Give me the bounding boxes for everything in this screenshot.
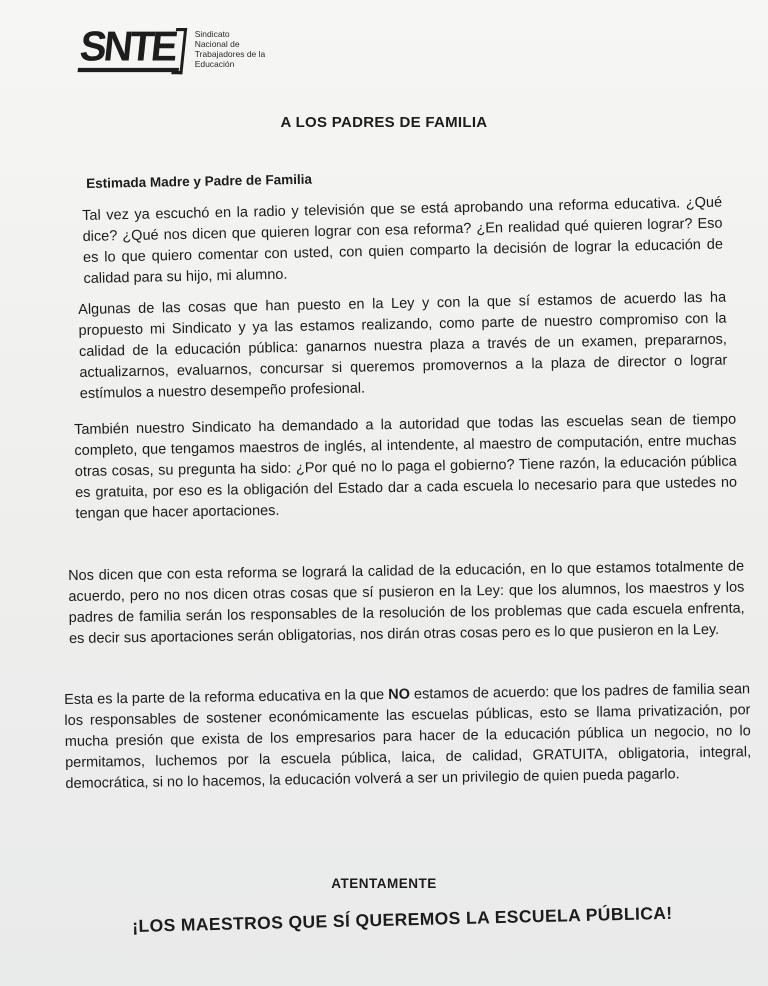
paragraph-1: Tal vez ya escuchó en la radio y televisión que se está aprobando una reforma educativa. ¿Qué dice? ¿Qué nos dicen que quieren lograr con esa reforma? ¿En realidad qué quieren lograr? Eso es lo que quiero comentar con usted, con quien comparto la decisión de lograr la educación de calidad para su hijo, mi alumno. <box>82 194 724 287</box>
logo-org-name: Sindicato Nacional de Trabajadores de la Educación <box>194 29 266 69</box>
paragraph-5 <box>64 679 752 795</box>
slogan: ¡LOS MAESTROS QUE SÍ QUEREMOS LA ESCUELA PÚBLICA! <box>132 902 673 936</box>
paragraph-5-emphasis: NO <box>388 686 411 703</box>
closing: ATENTAMENTE <box>331 876 437 891</box>
logo-mark: SNTE <box>78 26 184 72</box>
paragraph-2: Algunas de las cosas que han puesto en la Ley y con la que sí estamos de acuerdo las ha propuesto mi Sindicato y ya las estamos realizando, como parte de nuestro compromiso con la calidad de la educación pública: ganarnos nuestra plaza a través de un examen, prepararnos, actualizarnos, evaluarnos, concursar si queremos promovernos a la plaza de director o lograr estímulos a nuestro desempeño profesional. <box>78 289 728 402</box>
salutation: Estimada Madre y Padre de Familia <box>86 171 313 191</box>
snte-logo <box>77 23 305 74</box>
paragraph-3: También nuestro Sindicato ha demandado a la autoridad que todas las escuelas sean de tiempo completo, que tengamos maestros de inglés, al intendente, al maestro de computación, entre muchas otras cosas, su pregunta ha sido: ¿Por qué no lo paga el gobierno? Tiene razón, la educación pública es gratuita, por eso es la obligación del Estado dar a cada escuela lo necesario para que ustedes no tengan que hacer aportaciones. <box>74 411 738 522</box>
paragraph-4: Nos dicen que con esta reforma se logrará la calidad de la educación, en lo que estamos totalmente de acuerdo, pero no nos dicen otras cosas que sí pusieron en la Ley: que los alumnos, los maestros y los padres de familia serán los responsables de la resolución de los problemas que cada escuela enfrenta, es decir sus aportaciones serán obligatorias, nos dirán otras cosas pero es lo que pusieron en la Ley. <box>68 558 745 647</box>
letter-title: A LOS PADRES DE FAMILIA <box>280 114 488 131</box>
paragraph-5-start: Esta es la parte de la reforma educativa en la que <box>64 686 389 708</box>
paragraph-5-end: estamos de acuerdo: que los padres de familia sean los responsables de sostener económicamente las escuelas públicas, esto se llama privatización, por mucha presión que exista de los empresarios para hacer de la educación pública un negocio, no lo permitamos, luchemos por la escuela pública, laica, de calidad, GRATUITA, obligatoria, integral, democrática, si no lo hacemos, la educación volverá a ser un privilegio de quien pueda pagarlo. <box>64 681 752 792</box>
